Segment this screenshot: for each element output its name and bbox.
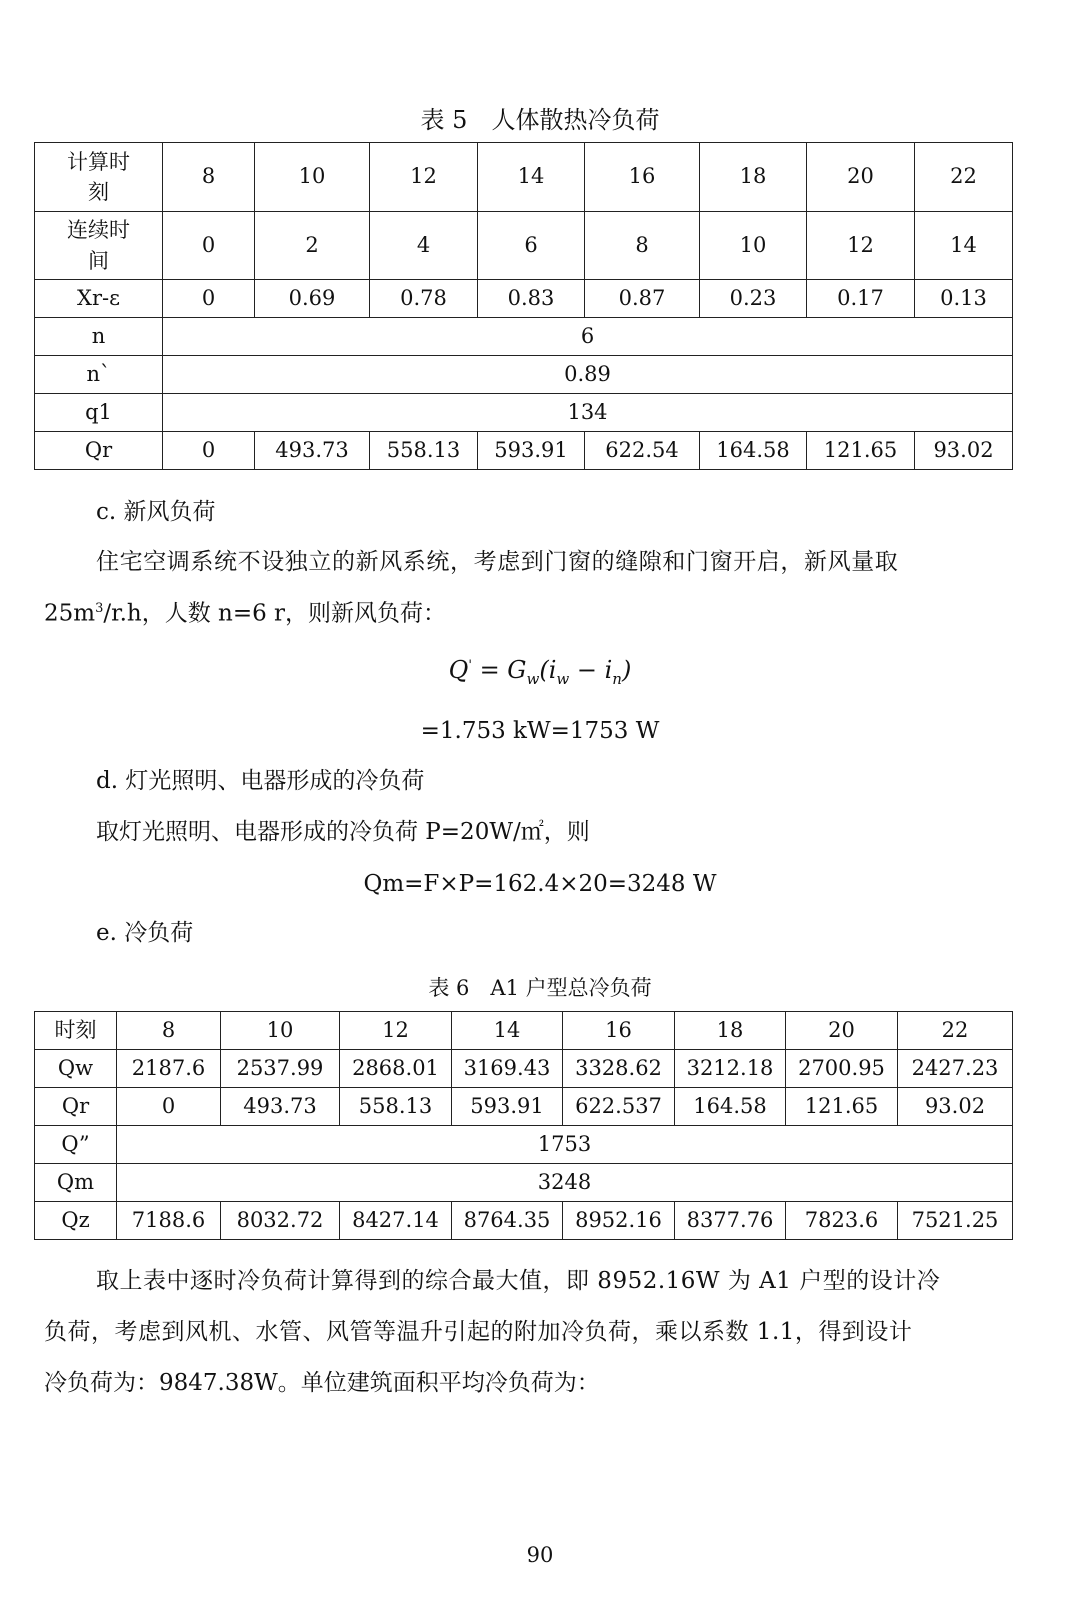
table-cell: 14 [452,1012,563,1050]
table-cell: 12 [807,212,915,280]
table-cell: 8 [117,1012,221,1050]
table-cell: 22 [915,143,1013,212]
table6-row-qr [35,1088,1013,1126]
cubic-superscript: 3 [95,601,104,616]
row-label: Q” [35,1126,117,1164]
table-cell: 14 [915,212,1013,280]
table6-row-time [35,1012,1013,1050]
row-label: Qr [35,1088,117,1126]
table6-row-q-fresh [35,1126,1013,1164]
row-label: Xr-ε [35,280,163,318]
table-cell: 164.58 [700,432,807,470]
table-cell: 8952.16 [563,1202,675,1240]
table-cell: 8427.14 [340,1202,452,1240]
row-label: 计算时刻 [35,143,163,212]
table-cell: 3212.18 [675,1050,786,1088]
row-label: n` [35,356,163,394]
row-label: 时刻 [35,1012,117,1050]
table-cell: 10 [255,143,370,212]
table-cell: 3328.62 [563,1050,675,1088]
table-cell: 2537.99 [221,1050,340,1088]
table-cell: 8 [585,212,700,280]
fresh-air-formula: $Q' = G_w(i_w - i_n)$ [448,656,632,688]
table5-row-n-prime [35,356,1013,394]
merged-cell: 3248 [117,1164,1013,1202]
table-cell: 0.87 [585,280,700,318]
table-cell: 18 [675,1012,786,1050]
table-cell: 14 [478,143,585,212]
merged-cell: 134 [163,394,1013,432]
table-cell: 8764.35 [452,1202,563,1240]
table-cell: 7823.6 [786,1202,898,1240]
table5-row-qr [35,432,1013,470]
lighting-formula: Qm=F×P=162.4×20=3248 W [363,871,717,897]
table-cell: 22 [898,1012,1013,1050]
table-cell: 16 [585,143,700,212]
fresh-air-rest: /r.h，人数 n=6 r，则新风负荷： [103,600,447,627]
section-c-line1: 住宅空调系统不设独立的新风系统，考虑到门窗的缝隙和门窗开启，新风量取 [96,549,899,575]
table-cell: 10 [221,1012,340,1050]
table6-row-qm [35,1164,1013,1202]
table-cell: 12 [340,1012,452,1050]
table-cell: 2700.95 [786,1050,898,1088]
table5-row-n [35,318,1013,356]
table-cell: 0.23 [700,280,807,318]
row-label: Qr [35,432,163,470]
table-cell: 16 [563,1012,675,1050]
table-cell: 7188.6 [117,1202,221,1240]
table-cell: 121.65 [786,1088,898,1126]
section-d-line1: 取灯光照明、电器形成的冷负荷 P=20W/㎡，则 [96,819,590,845]
table-cell: 3169.43 [452,1050,563,1088]
table5-row-xr [35,280,1013,318]
table-cell: 0 [163,212,255,280]
table-cell: 10 [700,212,807,280]
merged-cell: 6 [163,318,1013,356]
table-cell: 2868.01 [340,1050,452,1088]
conclusion-line3: 冷负荷为：9847.38W。单位建筑面积平均冷负荷为： [44,1370,600,1396]
table-cell: 2427.23 [898,1050,1013,1088]
fresh-air-volume: 25m [44,600,96,627]
page-number: 90 [526,1543,554,1567]
table-cell: 20 [807,143,915,212]
table-cell: 493.73 [221,1088,340,1126]
table-cell: 558.13 [370,432,478,470]
table-cell: 20 [786,1012,898,1050]
table-cell: 93.02 [898,1088,1013,1126]
table-cell: 593.91 [478,432,585,470]
section-e-heading: e. 冷负荷 [96,920,194,946]
table-cell: 8 [163,143,255,212]
row-label: Qw [35,1050,117,1088]
row-label: q1 [35,394,163,432]
table-cell: 93.02 [915,432,1013,470]
table6 [34,1011,1013,1240]
table-cell: 6 [478,212,585,280]
table-cell: 622.54 [585,432,700,470]
table6-row-qz [35,1202,1013,1240]
table5 [34,142,1013,470]
table-cell: 0.78 [370,280,478,318]
table-cell: 622.537 [563,1088,675,1126]
table-cell: 2187.6 [117,1050,221,1088]
table-cell: 0 [163,432,255,470]
row-label: n [35,318,163,356]
table-cell: 558.13 [340,1088,452,1126]
table-cell: 0.13 [915,280,1013,318]
table-cell: 0.69 [255,280,370,318]
table5-caption: 表 5 人体散热冷负荷 [420,106,660,134]
table5-row-q1 [35,394,1013,432]
section-c-heading: c. 新风负荷 [96,499,216,525]
row-label: Qz [35,1202,117,1240]
table-cell: 18 [700,143,807,212]
table-cell: 8377.76 [675,1202,786,1240]
merged-cell: 1753 [117,1126,1013,1164]
table6-row-qw [35,1050,1013,1088]
row-label: Qm [35,1164,117,1202]
table6-caption: 表 6 A1 户型总冷负荷 [428,976,652,1000]
table-cell: 0.83 [478,280,585,318]
table5-row-time [35,143,1013,212]
fresh-air-result: =1.753 kW=1753 W [420,718,660,744]
table-cell: 493.73 [255,432,370,470]
section-c-line2 [44,602,446,626]
table-cell: 121.65 [807,432,915,470]
table-cell: 0 [163,280,255,318]
merged-cell: 0.89 [163,356,1013,394]
table-cell: 0.17 [807,280,915,318]
table-cell: 8032.72 [221,1202,340,1240]
table-cell: 7521.25 [898,1202,1013,1240]
table-cell: 12 [370,143,478,212]
table-cell: 593.91 [452,1088,563,1126]
table5-row-duration [35,212,1013,280]
table-cell: 4 [370,212,478,280]
table-cell: 0 [117,1088,221,1126]
row-label: 连续时间 [35,212,163,280]
conclusion-line1: 取上表中逐时冷负荷计算得到的综合最大值，即 8952.16W 为 A1 户型的设计冷 [96,1268,941,1294]
conclusion-line2: 负荷，考虑到风机、水管、风管等温升引起的附加冷负荷，乘以系数 1.1，得到设计 [44,1319,913,1345]
table-cell: 2 [255,212,370,280]
table-cell: 164.58 [675,1088,786,1126]
section-d-heading: d. 灯光照明、电器形成的冷负荷 [96,768,425,794]
